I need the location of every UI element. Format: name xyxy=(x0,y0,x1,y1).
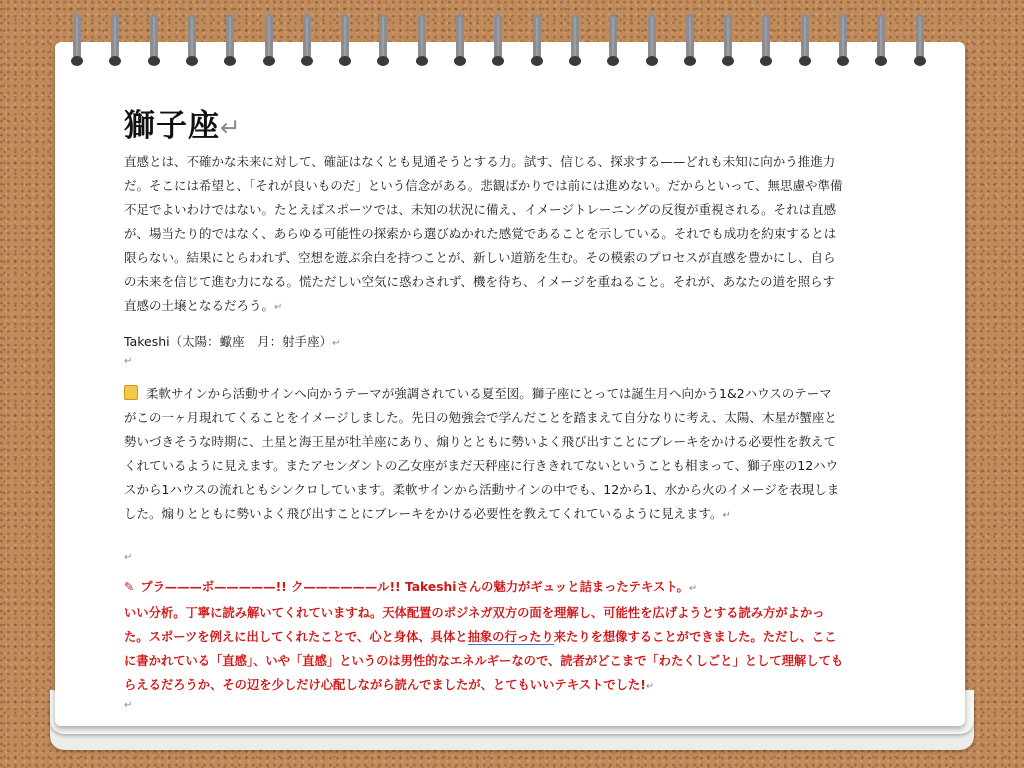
empty-paragraph-mark: ↵ xyxy=(124,700,133,711)
spiral-binding xyxy=(70,14,950,74)
feedback-body: いい分析。丁寧に読み解いてくれていますね。天体配置のポジネガ双方の面を理解し、可能性を広げようとする読み方がよかった。スポーツを例えに出してくれたことで、心と身体、具体と抽象の行ったり来たりを想像することができました。ただし、ここに書かれている「直感」、いや「直感」というのは男性的なエネルギーなので、読者がどこまで「わたくしごと」として理解してもらえるだろうか、その辺を少しだけ心配しながら読んでましたが、とてもいいテキストでした!↵ xyxy=(124,606,844,692)
spiral-ring xyxy=(185,14,199,66)
spiral-ring xyxy=(798,14,812,66)
return-mark: ↵ xyxy=(645,681,655,692)
spiral-ring xyxy=(645,14,659,66)
page-title: 獅子座↵ xyxy=(124,108,242,144)
spiral-ring xyxy=(491,14,505,66)
spiral-ring xyxy=(683,14,697,66)
empty-paragraph-mark: ↵ xyxy=(124,356,133,367)
spiral-ring xyxy=(338,14,352,66)
spiral-ring xyxy=(913,14,927,66)
spiral-ring xyxy=(530,14,544,66)
pencil-icon: ✎ xyxy=(124,580,135,594)
empty-paragraph-mark: ↵ xyxy=(124,552,133,563)
spiral-ring xyxy=(759,14,773,66)
essay-signature: Takeshi（太陽：蠍座 月：射手座）↵ xyxy=(124,334,341,349)
spiral-ring xyxy=(415,14,429,66)
return-mark: ↵ xyxy=(688,583,698,594)
feedback-headline: ✎ ブラ———ボ—————!! ク——————ル!! Takeshiさんの魅力がギュッと詰まったテキスト。↵ xyxy=(124,580,698,594)
spiral-ring xyxy=(376,14,390,66)
spiral-ring xyxy=(836,14,850,66)
feedback-paragraph xyxy=(124,575,844,699)
spiral-ring xyxy=(108,14,122,66)
return-mark: ↵ xyxy=(722,510,731,521)
spiral-ring xyxy=(223,14,237,66)
return-mark: ↵ xyxy=(274,302,283,313)
memo-icon xyxy=(124,385,138,400)
spellcheck-underline: 抽象の行ったり xyxy=(467,630,554,644)
spiral-ring xyxy=(606,14,620,66)
spiral-ring xyxy=(262,14,276,66)
spiral-ring xyxy=(721,14,735,66)
comment-paragraph: 柔軟サインから活動サインへ向かうテーマが強調されている夏至図。獅子座にとっては誕生月へ向かう1&2ハウスのテーマがこの一ヶ月現れてくることをイメージしました。先日の勉強会で学んだことを踏まえて自分なりに考え、太陽、木星が蟹座と勢いづきそうな時期に、土星と海王星が牡羊座にあり、煽りとともに勢いよく飛び出すことにブレーキをかける必要性を教えてくれているように見えます。またアセンダントの乙女座がまだ天秤座に行ききれてないということも相まって、獅子座の12ハウスから1ハウスの流れともシンクロしています。柔軟サインから活動サインの中でも、12から1、水から火のイメージを表現しました。煽りとともに勢いよく飛び出すことにブレーキをかける必要性を教えてくれているように見えます。↵ xyxy=(124,386,840,521)
spiral-ring xyxy=(453,14,467,66)
return-mark: ↵ xyxy=(332,338,341,349)
spiral-ring xyxy=(874,14,888,66)
essay-paragraph: 直感とは、不確かな未来に対して、確証はなくとも見通そうとする力。試す、信じる、探求する——どれも未知に向かう推進力だ。そこには希望と、「それが良いものだ」という信念がある。悲観ばかりでは前には進めない。だからといって、無思慮や準備不足でよいわけではない。たとえばスポーツでは、未知の状況に備え、イメージトレーニングの反復が重視される。それは直感が、場当たり的ではなく、あらゆる可能性の探索から選びぬかれた感覚であることを示している。それでも成功を約束するとは限らない。結果にとらわれず、空想を遊ぶ余白を持つことが、新しい道筋を生む。その模索のプロセスが直感を豊かにし、自らの未来を信じて進む力になる。慌ただしい空気に惑わされず、機を待ち、イメージを重ねること。それが、あなたの道を照らす直感の土壌となるだろう。↵ xyxy=(124,154,843,313)
return-mark: ↵ xyxy=(220,113,242,142)
spiral-ring xyxy=(70,14,84,66)
spiral-ring xyxy=(300,14,314,66)
spiral-ring xyxy=(147,14,161,66)
spiral-ring xyxy=(568,14,582,66)
